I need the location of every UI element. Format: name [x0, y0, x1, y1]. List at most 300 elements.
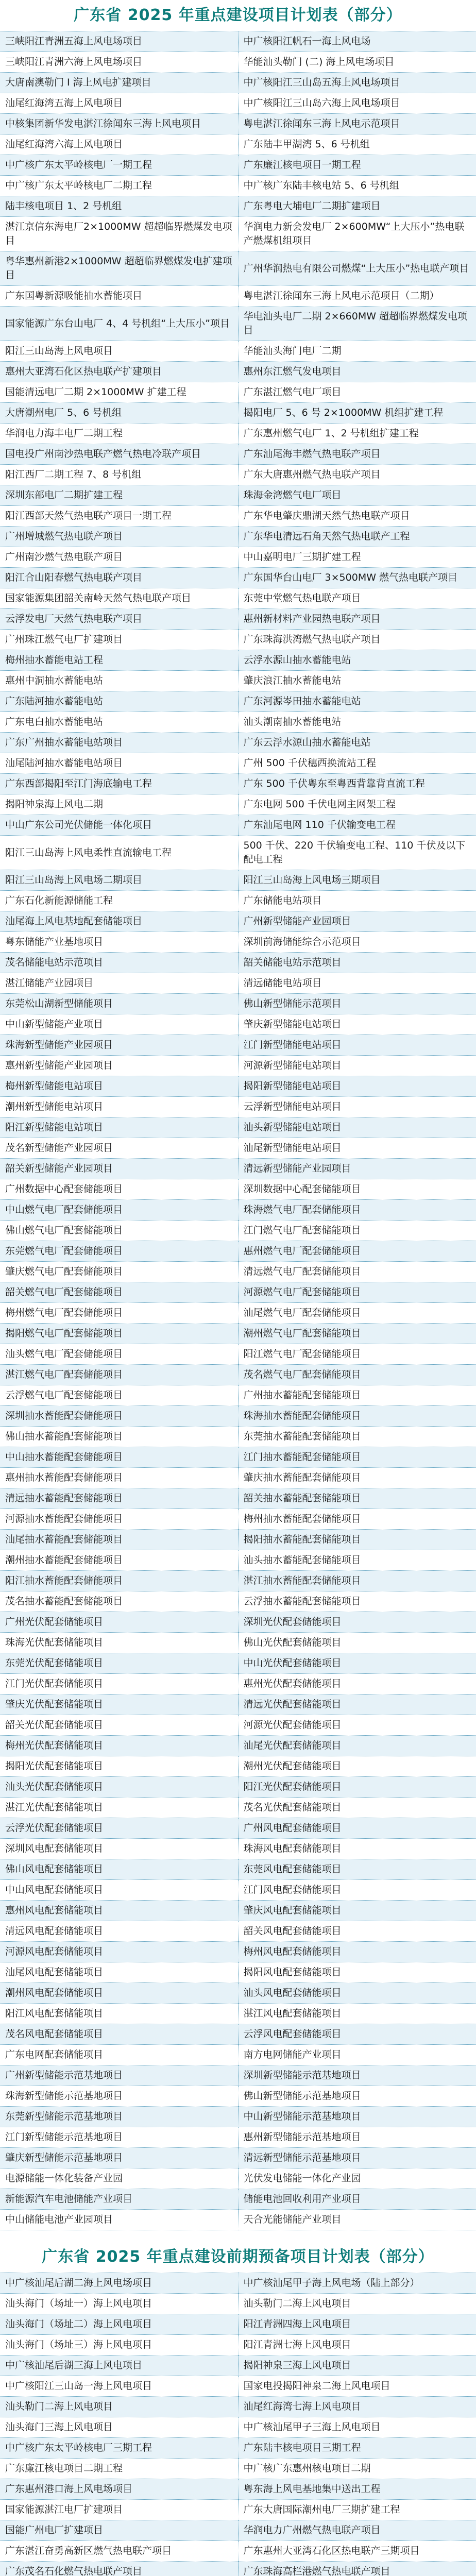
table-row: [0, 251, 476, 286]
table-row: [0, 403, 476, 423]
project-cell-right: 广东 500 千伏粤东至粤西背靠背直流工程: [238, 774, 476, 794]
project-cell-right: 东莞中堂燃气热电联产项目: [238, 588, 476, 609]
project-cell-left: 云浮发电厂天然气热电联产项目: [0, 609, 238, 630]
table-row: [0, 1282, 476, 1303]
project-cell-left: 肇庆光伏配套储能项目: [0, 1694, 238, 1715]
table-row: [0, 1097, 476, 1117]
project-cell-left: 粤东储能产业基地项目: [0, 932, 238, 953]
project-cell-left: 韶关新型储能产业园项目: [0, 1159, 238, 1179]
project-cell-left: 江门新型储能示范基地项目: [0, 2127, 238, 2148]
project-cell-left: 阳江三山岛海上风电场二期项目: [0, 870, 238, 891]
project-cell-left: 湛江燃气电厂配套储能项目: [0, 1365, 238, 1385]
table-row: [0, 547, 476, 568]
project-cell-right: 韶关储能电站示范项目: [238, 953, 476, 973]
table-row: [0, 1221, 476, 1241]
project-cell-right: 江门新型储能电站项目: [238, 1035, 476, 1056]
table-row: [0, 1365, 476, 1385]
project-cell-right: 汕头抽水蓄能配套储能项目: [238, 1550, 476, 1571]
project-cell-left: 佛山抽水蓄能配套储能项目: [0, 1427, 238, 1447]
table-row: [0, 1983, 476, 2004]
table-row: [0, 1942, 476, 1962]
table-row: [0, 1447, 476, 1468]
project-cell-right: 中山新型储能示范基地项目: [238, 2107, 476, 2127]
project-cell-left: 潮州风电配套储能项目: [0, 1983, 238, 2004]
project-cell-left: 梅州新型储能电站项目: [0, 1076, 238, 1097]
project-cell-right: 肇庆浪江抽水蓄能电站: [238, 671, 476, 691]
project-cell-right: 汕头潮南抽水蓄能电站: [238, 712, 476, 733]
project-cell-right: 华电汕头电厂二期 2×660MW 超超临界燃煤发电项目: [238, 307, 476, 341]
table-row: [0, 1509, 476, 1530]
project-cell-right: 粤电湛江徐闻东三海上风电示范项目（二期）: [238, 286, 476, 307]
key-projects-table-body: [0, 31, 476, 2230]
table-row: [0, 1550, 476, 1571]
project-cell-left: 中山风电配套储能项目: [0, 1880, 238, 1901]
project-cell-right: 云浮抽水蓄能配套储能项目: [238, 1591, 476, 1612]
table-row: [0, 994, 476, 1014]
project-cell-right: 东莞风电配套储能项目: [238, 1859, 476, 1880]
project-cell-right: 佛山光伏配套储能项目: [238, 1633, 476, 1653]
project-cell-left: 阳江三山岛海上风电柔性直流输电工程: [0, 836, 238, 870]
project-cell-left: 阳江三山岛海上风电项目: [0, 341, 238, 362]
table-row: [0, 2376, 476, 2397]
project-cell-right: 佛山新型储能示范基地项目: [238, 2086, 476, 2107]
project-cell-left: 茂名抽水蓄能配套储能项目: [0, 1591, 238, 1612]
table-row: [0, 2294, 476, 2314]
table-row: [0, 568, 476, 588]
project-cell-left: 国能清远电厂二期 2×1000MW 扩建工程: [0, 382, 238, 403]
project-cell-right: 河源新型储能电站项目: [238, 1056, 476, 1076]
project-cell-left: 中山新型储能产业项目: [0, 1014, 238, 1035]
table-row: [0, 1736, 476, 1756]
project-cell-left: 汕头勒门二海上风电项目: [0, 2397, 238, 2417]
preliminary-projects-table-body: [0, 2273, 476, 2576]
project-cell-left: 深圳风电配套储能项目: [0, 1839, 238, 1859]
project-cell-right: 揭阳抽水蓄能配套储能项目: [238, 1530, 476, 1550]
table-row: [0, 932, 476, 953]
project-cell-right: 揭阳神泉三海上风电项目: [238, 2355, 476, 2376]
project-cell-left: 阳江合山阳春燃气热电联产项目: [0, 568, 238, 588]
table-row: [0, 196, 476, 217]
project-cell-left: 揭阳神泉海上风电二期: [0, 794, 238, 815]
project-cell-left: 中核集团新华发电湛江徐闻东三海上风电项目: [0, 114, 238, 134]
table-row: [0, 671, 476, 691]
section-title-preliminary-projects: 广东省 2025 年重点建设前期预备项目计划表（部分）: [42, 2248, 434, 2266]
project-cell-right: 梅州风电配套储能项目: [238, 1942, 476, 1962]
table-row: [0, 1488, 476, 1509]
table-row: [0, 114, 476, 134]
project-cell-left: 潮州新型储能电站项目: [0, 1097, 238, 1117]
project-cell-left: 汕头海门（场址三）海上风电项目: [0, 2335, 238, 2355]
table-row: [0, 2127, 476, 2148]
project-cell-right: 清远燃气电厂配套储能项目: [238, 1262, 476, 1282]
section-spacer: [0, 2230, 476, 2242]
table-row: [0, 973, 476, 994]
section-title-key-projects: 广东省 2025 年重点建设项目计划表（部分）: [74, 6, 402, 24]
project-cell-left: 中广核阳江三山岛一海上风电项目: [0, 2376, 238, 2397]
table-row: [0, 1880, 476, 1901]
project-cell-right: 广东惠州大亚湾石化区热电联产三期项目: [238, 2541, 476, 2562]
project-cell-right: 肇庆新型储能电站项目: [238, 1014, 476, 1035]
table-row: [0, 650, 476, 671]
project-cell-left: 中广核汕尾后湖二海上风电场项目: [0, 2273, 238, 2294]
table-row: [0, 1962, 476, 1983]
project-cell-right: 广东华电清远石角天然气热电联产工程: [238, 527, 476, 547]
table-row: [0, 1159, 476, 1179]
project-cell-right: 南方电网储能产业项目: [238, 2045, 476, 2065]
project-cell-right: 云浮风电配套储能项目: [238, 2024, 476, 2045]
table-row: [0, 2335, 476, 2355]
project-cell-right: 阳江光伏配套储能项目: [238, 1777, 476, 1798]
project-cell-left: 惠州大亚湾石化区热电联产扩建项目: [0, 362, 238, 382]
project-cell-left: 三峡阳江青洲五海上风电场项目: [0, 31, 238, 52]
project-cell-left: 中广核广东太平岭核电厂一期工程: [0, 155, 238, 176]
project-cell-right: 肇庆风电配套储能项目: [238, 1901, 476, 1921]
table-row: [0, 1262, 476, 1282]
table-row: [0, 1241, 476, 1262]
project-cell-right: 江门风电配套储能项目: [238, 1880, 476, 1901]
project-cell-right: 阳江青洲四海上风电项目: [238, 2314, 476, 2335]
project-cell-left: 深圳东部电厂二期扩建工程: [0, 485, 238, 506]
project-cell-left: 河源风电配套储能项目: [0, 1942, 238, 1962]
table-row: [0, 1427, 476, 1447]
project-cell-right: 广州风电配套储能项目: [238, 1818, 476, 1839]
project-cell-right: 广州华润热电有限公司燃煤“上大压小”热电联产项目: [238, 251, 476, 286]
project-cell-right: 广东粤电大埔电厂二期扩建项目: [238, 196, 476, 217]
project-cell-left: 揭阳燃气电厂配套储能项目: [0, 1324, 238, 1344]
project-cell-left: 广州珠江燃气电厂扩建项目: [0, 630, 238, 650]
table-row: [0, 588, 476, 609]
project-cell-left: 三峡阳江青洲六海上风电场项目: [0, 52, 238, 73]
table-row: [0, 2562, 476, 2576]
project-cell-left: 粤华惠州新港2×1000MW 超超临界燃煤发电扩建项目: [0, 251, 238, 286]
project-cell-left: 清远抽水蓄能配套储能项目: [0, 1488, 238, 1509]
table-row: [0, 1756, 476, 1777]
table-row: [0, 382, 476, 403]
table-row: [0, 1633, 476, 1653]
table-row: [0, 2355, 476, 2376]
project-cell-right: 广州抽水蓄能配套储能项目: [238, 1385, 476, 1406]
project-cell-left: 汕尾抽水蓄能配套储能项目: [0, 1530, 238, 1550]
project-cell-right: 河源光伏配套储能项目: [238, 1715, 476, 1736]
project-cell-left: 东莞光伏配套储能项目: [0, 1653, 238, 1674]
project-cell-left: 中广核汕尾后湖三海上风电项目: [0, 2355, 238, 2376]
project-cell-left: 佛山风电配套储能项目: [0, 1859, 238, 1880]
table-row: [0, 2500, 476, 2520]
table-row: [0, 911, 476, 932]
table-row: [0, 1468, 476, 1488]
project-cell-right: 广东大唐惠州燃气热电联产项目: [238, 465, 476, 485]
project-cell-right: 江门抽水蓄能配套储能项目: [238, 1447, 476, 1468]
table-row: [0, 155, 476, 176]
project-cell-right: 中广核阳江三山岛六海上风电场项目: [238, 93, 476, 114]
project-cell-right: 华能汕头海门电厂二期: [238, 341, 476, 362]
project-cell-left: 惠州抽水蓄能配套储能项目: [0, 1468, 238, 1488]
project-cell-left: 广州增城燃气热电联产项目: [0, 527, 238, 547]
project-cell-left: 茂名风电配套储能项目: [0, 2024, 238, 2045]
project-cell-right: 汕头风电配套储能项目: [238, 1983, 476, 2004]
table-row: [0, 1117, 476, 1138]
table-row: [0, 836, 476, 870]
project-cell-right: 珠海金湾燃气电厂项目: [238, 485, 476, 506]
project-cell-left: 清远风电配套储能项目: [0, 1921, 238, 1942]
project-cell-left: 惠州中洞抽水蓄能电站: [0, 671, 238, 691]
project-cell-left: 珠海光伏配套储能项目: [0, 1633, 238, 1653]
table-row: [0, 286, 476, 307]
project-cell-left: 广州光伏配套储能项目: [0, 1612, 238, 1633]
table-row: [0, 1200, 476, 1221]
project-cell-right: 广东惠州燃气电厂 1、2 号机组扩建工程: [238, 423, 476, 444]
project-cell-right: 佛山新型储能示范项目: [238, 994, 476, 1014]
project-cell-right: 云浮水源山抽水蓄能电站: [238, 650, 476, 671]
table-row: [0, 2459, 476, 2479]
project-cell-left: 东莞松山湖新型储能项目: [0, 994, 238, 1014]
project-cell-right: 河源燃气电厂配套储能项目: [238, 1282, 476, 1303]
table-row: [0, 93, 476, 114]
project-cell-right: 中广核汕尾甲子海上风电场（陆上部分）: [238, 2273, 476, 2294]
table-row: [0, 1674, 476, 1694]
project-cell-right: 广东云浮水源山抽水蓄能电站: [238, 733, 476, 753]
project-cell-right: 广东陆丰甲湖湾 5、6 号机组: [238, 134, 476, 155]
project-cell-left: 华润电力海丰电厂二期工程: [0, 423, 238, 444]
table-row: [0, 506, 476, 527]
project-cell-left: 国家能源广东台山电厂 4、4 号机组“上大压小”项目: [0, 307, 238, 341]
table-row: [0, 444, 476, 465]
key-projects-table: [0, 31, 476, 2230]
project-cell-right: 国家电投揭阳神泉二海上风电项目: [238, 2376, 476, 2397]
table-row: [0, 1818, 476, 1839]
project-cell-right: 清远新型储能示范基地项目: [238, 2148, 476, 2168]
table-row: [0, 134, 476, 155]
project-cell-left: 梅州光伏配套储能项目: [0, 1736, 238, 1756]
project-cell-left: 广东陆河抽水蓄能电站: [0, 691, 238, 712]
table-row: [0, 691, 476, 712]
project-cell-right: 东莞抽水蓄能配套储能项目: [238, 1427, 476, 1447]
project-cell-right: 阳江燃气电厂配套储能项目: [238, 1344, 476, 1365]
project-cell-right: 天合光能储能产业项目: [238, 2210, 476, 2230]
table-row: [0, 2479, 476, 2500]
project-cell-right: 广东珠海洪湾燃气热电联产项目: [238, 630, 476, 650]
project-cell-left: 国电投广州南沙热电联产燃气热电冷联产项目: [0, 444, 238, 465]
table-row: [0, 2397, 476, 2417]
project-cell-right: 储能电池回收利用产业项目: [238, 2189, 476, 2210]
table-row: [0, 733, 476, 753]
project-cell-left: 中广核广东太平岭核电厂二期工程: [0, 176, 238, 196]
table-row: [0, 1344, 476, 1365]
project-cell-right: 清远新型储能产业园项目: [238, 1159, 476, 1179]
project-cell-left: 东莞燃气电厂配套储能项目: [0, 1241, 238, 1262]
project-cell-right: 500 千伏、220 千伏输变电工程、110 千伏及以下配电工程: [238, 836, 476, 870]
project-cell-left: 肇庆燃气电厂配套储能项目: [0, 1262, 238, 1282]
table-row: [0, 1014, 476, 1035]
project-cell-right: 深圳新型储能示范基地项目: [238, 2065, 476, 2086]
project-cell-right: 韶关抽水蓄能配套储能项目: [238, 1488, 476, 1509]
table-row: [0, 609, 476, 630]
project-cell-left: 汕尾海上风电基地配套储能项目: [0, 911, 238, 932]
project-cell-right: 江门燃气电厂配套储能项目: [238, 1221, 476, 1241]
project-cell-left: 汕头燃气电厂配套储能项目: [0, 1344, 238, 1365]
project-cell-left: 阳江西部天然气热电联产项目一期工程: [0, 506, 238, 527]
project-cell-left: 广州南沙燃气热电联产项目: [0, 547, 238, 568]
project-cell-left: 广东电白抽水蓄能电站: [0, 712, 238, 733]
project-cell-left: 汕尾陆河抽水蓄能电站项目: [0, 753, 238, 774]
table-row: [0, 465, 476, 485]
table-row: [0, 1138, 476, 1159]
project-cell-right: 阳江三山岛海上风电场三期项目: [238, 870, 476, 891]
table-row: [0, 953, 476, 973]
table-row: [0, 217, 476, 251]
project-cell-left: 茂名储能电站示范项目: [0, 953, 238, 973]
project-cell-left: 揭阳光伏配套储能项目: [0, 1756, 238, 1777]
table-row: [0, 2417, 476, 2438]
table-row: [0, 1694, 476, 1715]
table-row: [0, 1777, 476, 1798]
table-row: [0, 1056, 476, 1076]
project-cell-right: 广东廉江核电项目一期工程: [238, 155, 476, 176]
project-cell-right: 深圳数据中心配套储能项目: [238, 1179, 476, 1200]
table-row: [0, 1324, 476, 1344]
project-cell-left: 汕尾红海湾六海上风电项目: [0, 134, 238, 155]
project-cell-left: 广州新型储能示范基地项目: [0, 2065, 238, 2086]
project-cell-left: 湛江光伏配套储能项目: [0, 1798, 238, 1818]
table-row: [0, 2189, 476, 2210]
project-cell-right: 云浮新型储能电站项目: [238, 1097, 476, 1117]
project-cell-left: 电源储能一体化装备产业园: [0, 2168, 238, 2189]
project-cell-left: 中山燃气电厂配套储能项目: [0, 1200, 238, 1221]
project-cell-right: 广东汕尾电网 110 千伏输变电工程: [238, 815, 476, 836]
project-cell-right: 中山光伏配套储能项目: [238, 1653, 476, 1674]
project-cell-left: 东莞新型储能示范基地项目: [0, 2107, 238, 2127]
project-cell-left: 梅州燃气电厂配套储能项目: [0, 1303, 238, 1324]
project-cell-left: 阳江抽水蓄能配套储能项目: [0, 1571, 238, 1591]
table-row: [0, 1859, 476, 1880]
table-row: [0, 2438, 476, 2459]
project-cell-left: 中广核广东太平岭核电厂三期工程: [0, 2438, 238, 2459]
project-cell-right: 汕尾燃气电厂配套储能项目: [238, 1303, 476, 1324]
table-row: [0, 2045, 476, 2065]
project-cell-left: 惠州新型储能产业园项目: [0, 1056, 238, 1076]
project-cell-left: 云浮燃气电厂配套储能项目: [0, 1385, 238, 1406]
project-cell-right: 阳江青洲七海上风电项目: [238, 2335, 476, 2355]
table-row: [0, 2086, 476, 2107]
project-cell-right: 汕头新型储能电站项目: [238, 1117, 476, 1138]
table-row: [0, 1179, 476, 1200]
project-cell-right: 惠州光伏配套储能项目: [238, 1674, 476, 1694]
table-row: [0, 753, 476, 774]
table-row: [0, 1653, 476, 1674]
project-cell-right: 光伏发电储能一体化产业园: [238, 2168, 476, 2189]
project-cell-right: 粤东海上风电基地集中送出工程: [238, 2479, 476, 2500]
project-cell-right: 广东储能电站项目: [238, 891, 476, 911]
table-row: [0, 1715, 476, 1736]
project-cell-right: 广东大唐国际潮州电厂三期扩建工程: [238, 2500, 476, 2520]
project-cell-left: 珠海新型储能示范基地项目: [0, 2086, 238, 2107]
project-cell-left: 广东廉江核电项目二期工程: [0, 2459, 238, 2479]
project-cell-right: 梅州抽水蓄能配套储能项目: [238, 1509, 476, 1530]
project-cell-right: 广东湛江燃气电厂项目: [238, 382, 476, 403]
table-row: [0, 2314, 476, 2335]
project-cell-right: 惠州东江燃气发电项目: [238, 362, 476, 382]
table-row: [0, 1385, 476, 1406]
project-cell-right: 中广核广东惠州核电项目二期: [238, 2459, 476, 2479]
project-cell-left: 惠州风电配套储能项目: [0, 1901, 238, 1921]
project-cell-right: 汕尾红海湾七海上风电项目: [238, 2397, 476, 2417]
table-row: [0, 307, 476, 341]
project-cell-left: 广东广州抽水蓄能电站项目: [0, 733, 238, 753]
table-row: [0, 774, 476, 794]
project-cell-right: 广州 500 千伏穗西换流站工程: [238, 753, 476, 774]
project-cell-left: 陆丰核电项目 1、2 号机组: [0, 196, 238, 217]
project-cell-right: 清远储能电站项目: [238, 973, 476, 994]
project-cell-left: 广东茂名石化燃气热电联产项目: [0, 2562, 238, 2576]
project-cell-left: 湛江储能产业园项目: [0, 973, 238, 994]
project-cell-left: 国家能源集团韶关南岭天然气热电联产项目: [0, 588, 238, 609]
project-cell-left: 广东石化新能源储能工程: [0, 891, 238, 911]
project-cell-left: 中山广东公司光伏储能一体化项目: [0, 815, 238, 836]
project-cell-right: 汕尾光伏配套储能项目: [238, 1736, 476, 1756]
table-row: [0, 1839, 476, 1859]
table-row: [0, 1612, 476, 1633]
project-cell-left: 江门光伏配套储能项目: [0, 1674, 238, 1694]
project-cell-left: 广东湛江奋勇高新区燃气热电联产项目: [0, 2541, 238, 2562]
project-cell-right: 深圳光伏配套储能项目: [238, 1612, 476, 1633]
project-cell-right: 广东华电肇庆鼎湖天然气热电联产项目: [238, 506, 476, 527]
table-row: [0, 341, 476, 362]
project-cell-right: 惠州燃气电厂配套储能项目: [238, 1241, 476, 1262]
table-row: [0, 485, 476, 506]
table-row: [0, 1303, 476, 1324]
table-row: [0, 794, 476, 815]
project-cell-left: 汕尾风电配套储能项目: [0, 1962, 238, 1983]
project-cell-right: 湛江抽水蓄能配套储能项目: [238, 1571, 476, 1591]
table-row: [0, 1921, 476, 1942]
project-cell-left: 佛山燃气电厂配套储能项目: [0, 1221, 238, 1241]
project-cell-right: 汕尾新型储能电站项目: [238, 1138, 476, 1159]
table-row: [0, 712, 476, 733]
table-row: [0, 2273, 476, 2294]
project-cell-right: 茂名光伏配套储能项目: [238, 1798, 476, 1818]
project-cell-right: 广东陆丰核电项目三期工程: [238, 2438, 476, 2459]
project-cell-left: 深圳抽水蓄能配套储能项目: [0, 1406, 238, 1427]
project-cell-left: 阳江风电配套储能项目: [0, 2004, 238, 2024]
table-row: [0, 2541, 476, 2562]
table-row: [0, 1076, 476, 1097]
project-cell-left: 云浮光伏配套储能项目: [0, 1818, 238, 1839]
project-cell-right: 潮州燃气电厂配套储能项目: [238, 1324, 476, 1344]
table-row: [0, 891, 476, 911]
project-cell-right: 肇庆抽水蓄能配套储能项目: [238, 1468, 476, 1488]
table-row: [0, 1035, 476, 1056]
project-cell-left: 广州数据中心配套储能项目: [0, 1179, 238, 1200]
table-row: [0, 2520, 476, 2541]
project-cell-right: 粤电湛江徐闻东三海上风电示范项目: [238, 114, 476, 134]
table-row: [0, 73, 476, 93]
project-cell-right: 汕头勒门二海上风电项目: [238, 2294, 476, 2314]
table-row: [0, 362, 476, 382]
project-cell-left: 汕头海门三海上风电项目: [0, 2417, 238, 2438]
table-row: [0, 1406, 476, 1427]
project-cell-left: 中山储能电池产业园项目: [0, 2210, 238, 2230]
project-cell-left: 汕头海门（场址一）海上风电项目: [0, 2294, 238, 2314]
project-cell-right: 广东电网 500 千伏电网主网架工程: [238, 794, 476, 815]
table-row: [0, 815, 476, 836]
project-cell-right: 韶关风电配套储能项目: [238, 1921, 476, 1942]
project-cell-left: 汕头海门（场址二）海上风电项目: [0, 2314, 238, 2335]
project-cell-left: 广东国粤新源吸能抽水蓄能项目: [0, 286, 238, 307]
project-cell-left: 国家能源湛江电厂扩建项目: [0, 2500, 238, 2520]
project-cell-left: 广东电网配套储能项目: [0, 2045, 238, 2065]
project-cell-right: 惠州新型储能示范基地项目: [238, 2127, 476, 2148]
project-cell-right: 中山嘉明电厂三期扩建工程: [238, 547, 476, 568]
